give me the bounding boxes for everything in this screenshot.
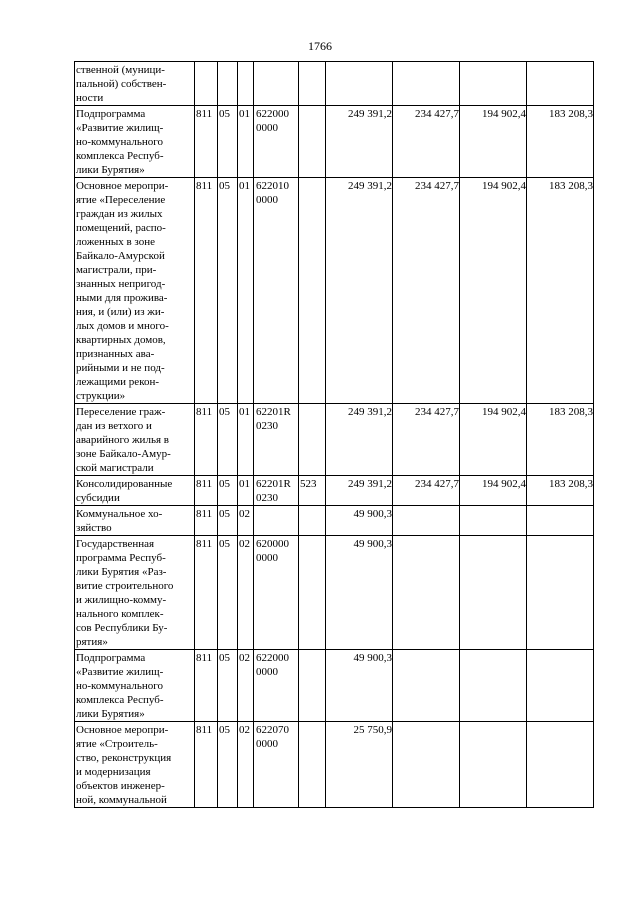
grbs-code-cell: 811 [195,476,218,506]
amount-cell-4 [527,62,594,106]
amount-cell-2 [393,650,460,722]
table-row [75,506,594,536]
grbs-code-cell: 811 [195,178,218,404]
amount-cell-2 [393,722,460,808]
amount-cell-1: 249 391,2 [326,178,393,404]
row-name-cell: Консолидированные субсидии [75,476,195,506]
amount-cell-2: 234 427,7 [393,106,460,178]
grbs-code-cell [195,62,218,106]
grbs-code-cell: 811 [195,404,218,476]
subsection-code-cell: 02 [238,650,254,722]
amount-cell-1: 249 391,2 [326,476,393,506]
section-code-cell: 05 [218,106,238,178]
grbs-code-cell: 811 [195,506,218,536]
page-number: 1766 [308,39,332,53]
target-article-cell: 62201R 0230 [254,476,299,506]
expense-type-cell: 523 [299,476,326,506]
table-row [75,404,594,476]
amount-cell-4 [527,506,594,536]
table-row [75,536,594,650]
row-name-cell: Подпрограмма «Развитие жилищ- но-коммунального комплекса Респуб- лики Бурятия» [75,106,195,178]
section-code-cell: 05 [218,506,238,536]
amount-cell-2: 234 427,7 [393,476,460,506]
amount-cell-4: 183 208,3 [527,106,594,178]
row-name-cell: Подпрограмма «Развитие жилищ- но-коммунального комплекса Респуб- лики Бурятия» [75,650,195,722]
subsection-code-cell: 02 [238,536,254,650]
subsection-code-cell: 01 [238,106,254,178]
amount-cell-2: 234 427,7 [393,178,460,404]
target-article-cell: 622000 0000 [254,106,299,178]
target-article-cell [254,62,299,106]
amount-cell-3 [460,650,527,722]
row-name-cell: Коммунальное хо- зяйство [75,506,195,536]
subsection-code-cell: 02 [238,722,254,808]
amount-cell-1: 25 750,9 [326,722,393,808]
table-row [75,650,594,722]
amount-cell-3: 194 902,4 [460,404,527,476]
subsection-code-cell [238,62,254,106]
amount-cell-3 [460,722,527,808]
amount-cell-3: 194 902,4 [460,476,527,506]
row-name-cell: Переселение граж- дан из ветхого и аварийного жилья в зоне Байкало-Амур- ской магистрали [75,404,195,476]
section-code-cell: 05 [218,650,238,722]
expense-type-cell [299,62,326,106]
grbs-code-cell: 811 [195,106,218,178]
amount-cell-3 [460,536,527,650]
amount-cell-3 [460,506,527,536]
expense-type-cell [299,178,326,404]
row-name-cell: Государственная программа Респуб- лики Бурятия «Раз- витие строительного и жилищно-комму- нального комплек- сов Республики Бу- рятия» [75,536,195,650]
table-row [75,62,594,106]
subsection-code-cell: 01 [238,178,254,404]
subsection-code-cell: 01 [238,476,254,506]
section-code-cell: 05 [218,722,238,808]
expense-type-cell [299,106,326,178]
table-row [75,178,594,404]
amount-cell-4 [527,536,594,650]
table-body [75,62,594,808]
amount-cell-1: 249 391,2 [326,106,393,178]
target-article-cell: 622010 0000 [254,178,299,404]
expense-type-cell [299,722,326,808]
target-article-cell: 62201R 0230 [254,404,299,476]
amount-cell-1: 249 391,2 [326,404,393,476]
amount-cell-2 [393,62,460,106]
table-row [75,476,594,506]
expense-type-cell [299,506,326,536]
table-row [75,722,594,808]
expense-type-cell [299,404,326,476]
amount-cell-1: 49 900,3 [326,506,393,536]
target-article-cell: 622000 0000 [254,650,299,722]
amount-cell-2 [393,506,460,536]
amount-cell-3: 194 902,4 [460,178,527,404]
target-article-cell [254,506,299,536]
amount-cell-3: 194 902,4 [460,106,527,178]
amount-cell-2: 234 427,7 [393,404,460,476]
section-code-cell: 05 [218,178,238,404]
section-code-cell [218,62,238,106]
table-row [75,106,594,178]
subsection-code-cell: 01 [238,404,254,476]
amount-cell-1: 49 900,3 [326,650,393,722]
section-code-cell: 05 [218,536,238,650]
row-name-cell: Основное меропри- ятие «Переселение граждан из жилых помещений, распо- ложенных в зоне Байкало-Амурской магистрали, при- знанных непригод- ными для прожива- ния, и (или) из жи- лых домов и много- квартирных домов, признанных ава- рийными и не под- лежащими рекон- струкции» [75,178,195,404]
budget-table [74,61,594,808]
amount-cell-3 [460,62,527,106]
amount-cell-1 [326,62,393,106]
target-article-cell: 622070 0000 [254,722,299,808]
row-name-cell: ственной (муници- пальной) собствен- ности [75,62,195,106]
amount-cell-2 [393,536,460,650]
amount-cell-4 [527,722,594,808]
amount-cell-1: 49 900,3 [326,536,393,650]
grbs-code-cell: 811 [195,722,218,808]
expense-type-cell [299,650,326,722]
amount-cell-4: 183 208,3 [527,404,594,476]
row-name-cell: Основное меропри- ятие «Строитель- ство, реконструкция и модернизация объектов инженер- ной, коммунальной [75,722,195,808]
section-code-cell: 05 [218,404,238,476]
subsection-code-cell: 02 [238,506,254,536]
amount-cell-4: 183 208,3 [527,178,594,404]
grbs-code-cell: 811 [195,650,218,722]
section-code-cell: 05 [218,476,238,506]
expense-type-cell [299,536,326,650]
target-article-cell: 620000 0000 [254,536,299,650]
amount-cell-4 [527,650,594,722]
amount-cell-4: 183 208,3 [527,476,594,506]
grbs-code-cell: 811 [195,536,218,650]
